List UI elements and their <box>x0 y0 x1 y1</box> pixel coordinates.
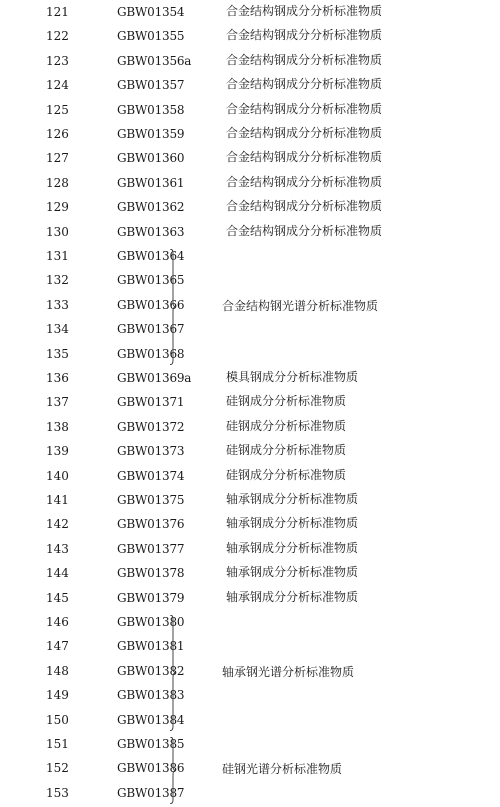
table-row <box>0 539 500 563</box>
material-code: GBW01377 <box>117 541 185 556</box>
material-name: 合金结构钢成分分析标准物质 <box>226 28 383 43</box>
table-row <box>0 636 500 660</box>
table-row <box>0 734 500 758</box>
row-number: 145 <box>46 590 69 605</box>
table-row <box>0 26 500 50</box>
row-number: 130 <box>46 224 69 239</box>
material-code: GBW01372 <box>117 419 185 434</box>
material-code: GBW01371 <box>117 395 185 410</box>
row-number: 153 <box>46 785 69 800</box>
material-code: GBW01367 <box>117 322 185 337</box>
row-number: 152 <box>46 761 69 776</box>
material-name: 轴承钢成分分析标准物质 <box>226 516 359 531</box>
material-code: GBW01382 <box>117 663 185 678</box>
material-name: 合金结构钢成分分析标准物质 <box>226 150 383 165</box>
row-number: 133 <box>46 297 69 312</box>
material-code: GBW01366 <box>117 297 185 312</box>
right-brace-icon <box>168 615 182 731</box>
table-row <box>0 588 500 612</box>
table-row <box>0 270 500 294</box>
material-code: GBW01358 <box>117 102 185 117</box>
row-number: 144 <box>46 566 69 581</box>
material-code: GBW01357 <box>117 78 185 93</box>
material-code: GBW01364 <box>117 249 185 263</box>
table-row <box>0 222 500 246</box>
material-code: GBW01369a <box>117 371 192 385</box>
row-number: 149 <box>46 688 69 703</box>
row-number: 135 <box>46 346 69 361</box>
material-name: 合金结构钢成分分析标准物质 <box>226 101 383 116</box>
table-row <box>0 344 500 368</box>
row-number: 136 <box>46 371 69 385</box>
row-number: 125 <box>46 102 69 117</box>
material-name: 合金结构钢成分分析标准物质 <box>226 77 383 92</box>
table-row <box>0 685 500 709</box>
material-code: GBW01387 <box>117 785 185 800</box>
material-code: GBW01385 <box>117 737 185 751</box>
row-number: 141 <box>46 493 69 507</box>
material-code: GBW01380 <box>117 615 185 629</box>
row-number: 129 <box>46 200 69 215</box>
table-row <box>0 490 500 514</box>
table-row <box>0 124 500 148</box>
row-number: 139 <box>46 444 69 459</box>
material-name: 硅钢成分分析标准物质 <box>226 443 347 458</box>
material-name: 合金结构钢成分分析标准物质 <box>226 174 383 189</box>
row-number: 124 <box>46 78 69 93</box>
row-number: 131 <box>46 249 69 263</box>
table-row <box>0 148 500 172</box>
material-code: GBW01356a <box>117 53 192 68</box>
material-code: GBW01375 <box>117 493 185 507</box>
table-row <box>0 441 500 465</box>
group-brace <box>168 249 182 365</box>
material-code: GBW01365 <box>117 273 185 288</box>
row-number: 147 <box>46 639 69 654</box>
row-number: 151 <box>46 737 69 751</box>
material-code: GBW01378 <box>117 566 185 581</box>
row-number: 126 <box>46 127 69 141</box>
table-row <box>0 173 500 197</box>
material-code: GBW01386 <box>117 761 185 776</box>
table-row <box>0 2 500 26</box>
material-code: GBW01355 <box>117 29 185 44</box>
group-label: 硅钢光谱分析标准物质 <box>222 762 343 777</box>
table-row <box>0 417 500 441</box>
table-row <box>0 246 500 270</box>
row-number: 148 <box>46 663 69 678</box>
row-number: 146 <box>46 615 69 629</box>
row-number: 128 <box>46 175 69 190</box>
material-code: GBW01376 <box>117 517 185 532</box>
material-code: GBW01362 <box>117 200 185 215</box>
material-name: 轴承钢成分分析标准物质 <box>226 492 359 506</box>
table-row <box>0 392 500 416</box>
row-number: 127 <box>46 151 69 166</box>
material-code: GBW01373 <box>117 444 185 459</box>
table-row <box>0 51 500 75</box>
table-row <box>0 783 500 807</box>
table-row <box>0 710 500 734</box>
material-code: GBW01363 <box>117 224 185 239</box>
table-row <box>0 368 500 392</box>
table-row <box>0 75 500 99</box>
table-row <box>0 563 500 587</box>
row-number: 150 <box>46 712 69 727</box>
material-code: GBW01368 <box>117 346 185 361</box>
material-code: GBW01381 <box>117 639 185 654</box>
material-name: 轴承钢成分分析标准物质 <box>226 565 359 580</box>
row-number: 122 <box>46 29 69 44</box>
material-name: 硅钢成分分析标准物质 <box>226 394 347 409</box>
material-code: GBW01354 <box>117 5 185 19</box>
row-number: 132 <box>46 273 69 288</box>
material-name: 硅钢成分分析标准物质 <box>226 418 347 433</box>
group-label: 轴承钢光谱分析标准物质 <box>222 664 355 679</box>
material-name: 模具钢成分分析标准物质 <box>226 370 359 384</box>
row-number: 121 <box>46 5 69 19</box>
table-row <box>0 197 500 221</box>
material-name: 合金结构钢成分分析标准物质 <box>226 4 383 18</box>
material-name: 合金结构钢成分分析标准物质 <box>226 199 383 214</box>
material-code: GBW01384 <box>117 712 185 727</box>
row-number: 142 <box>46 517 69 532</box>
row-number: 140 <box>46 468 69 483</box>
right-brace-icon <box>168 737 182 804</box>
material-code: GBW01383 <box>117 688 185 703</box>
material-name: 硅钢成分分析标准物质 <box>226 467 347 482</box>
row-number: 137 <box>46 395 69 410</box>
material-code: GBW01374 <box>117 468 185 483</box>
group-label: 合金结构钢光谱分析标准物质 <box>222 298 379 313</box>
table-row <box>0 100 500 124</box>
row-number: 143 <box>46 541 69 556</box>
material-code: GBW01359 <box>117 127 185 141</box>
table-row <box>0 319 500 343</box>
group-brace <box>168 737 182 804</box>
right-brace-icon <box>168 249 182 365</box>
material-name: 轴承钢成分分析标准物质 <box>226 540 359 555</box>
table-row <box>0 466 500 490</box>
table-row <box>0 612 500 636</box>
group-brace <box>168 615 182 731</box>
material-code: GBW01379 <box>117 590 185 605</box>
material-code: GBW01361 <box>117 175 185 190</box>
row-number: 138 <box>46 419 69 434</box>
material-code: GBW01360 <box>117 151 185 166</box>
material-name: 合金结构钢成分分析标准物质 <box>226 126 383 140</box>
row-number: 123 <box>46 53 69 68</box>
material-name: 合金结构钢成分分析标准物质 <box>226 223 383 238</box>
material-name: 轴承钢成分分析标准物质 <box>226 589 359 604</box>
table-row <box>0 514 500 538</box>
row-number: 134 <box>46 322 69 337</box>
material-name: 合金结构钢成分分析标准物质 <box>226 52 383 67</box>
